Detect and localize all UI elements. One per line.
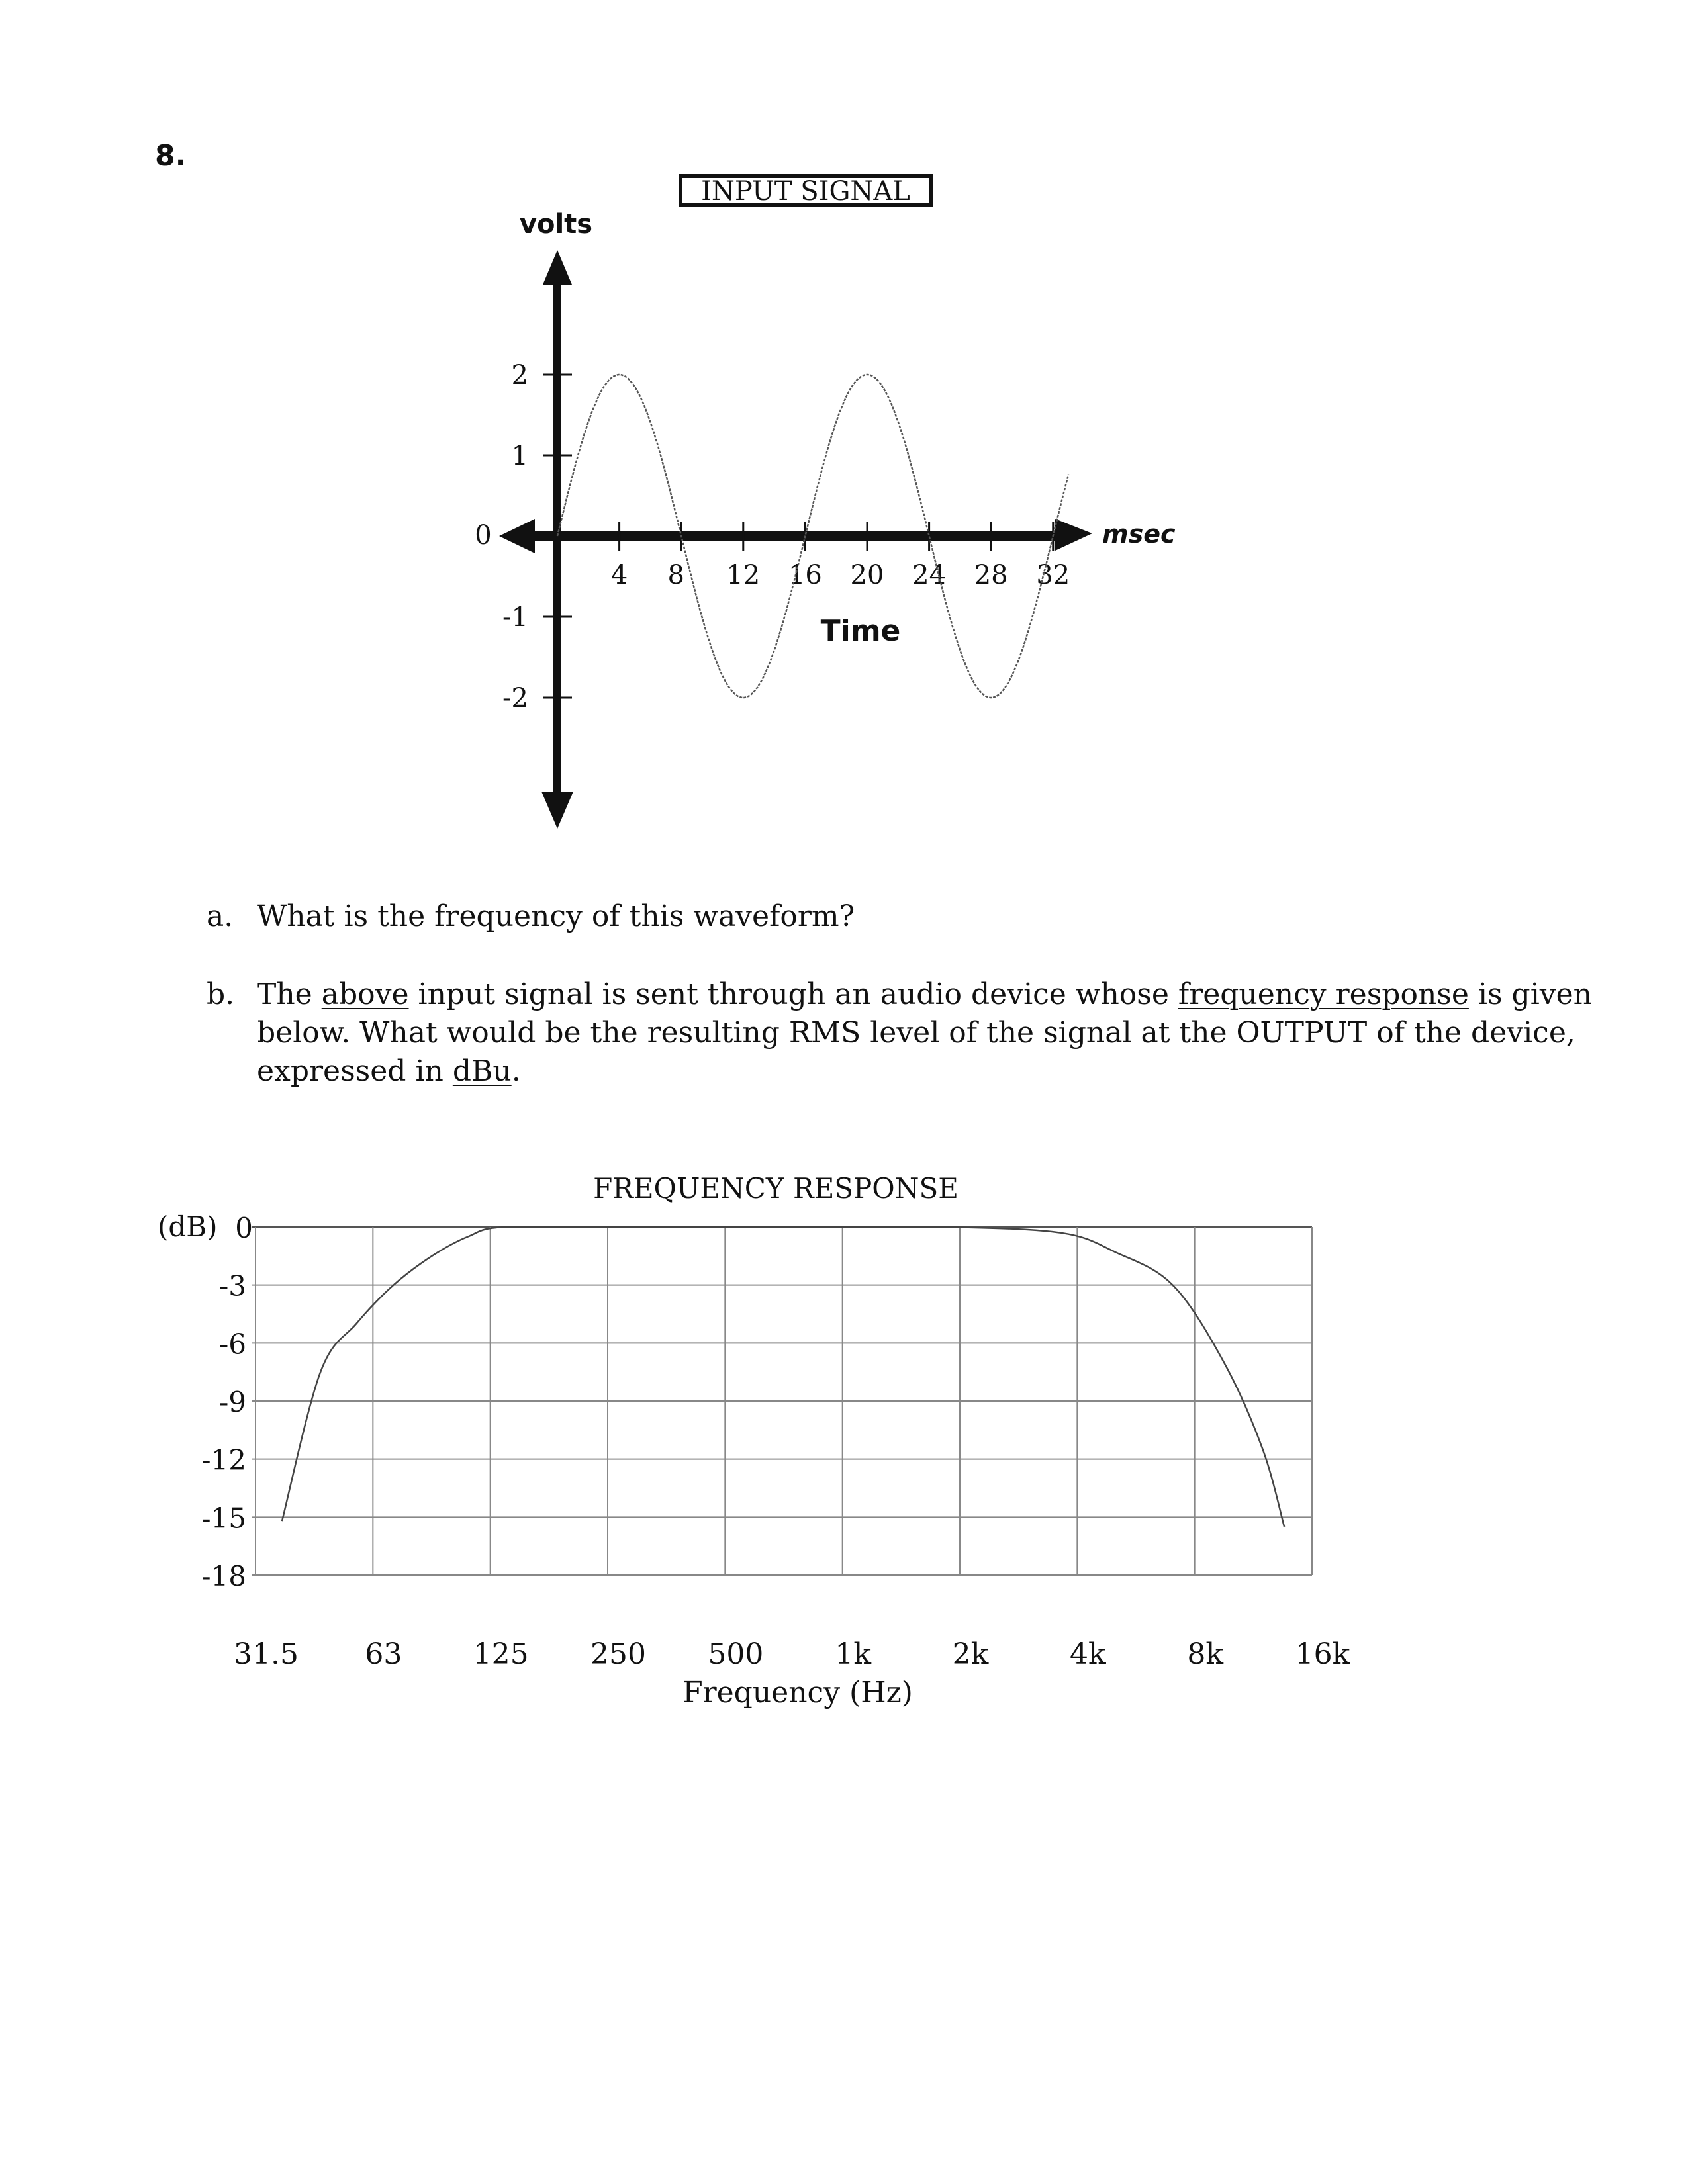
question-number: 8. [155, 139, 187, 173]
x-tick-label-16: 16 [788, 560, 822, 590]
y-tick-label-0: 0 [235, 1212, 253, 1244]
y-tick-label--3: -3 [219, 1269, 246, 1302]
y-tick-label--2: -2 [502, 683, 528, 713]
y-tick-label--15: -15 [201, 1502, 246, 1535]
x-tick-label-63: 63 [365, 1637, 402, 1671]
underlined-frequency-response: frequency response [1178, 978, 1469, 1011]
x-tick-label-20: 20 [850, 560, 884, 590]
question-b-line-3-start: expressed in [257, 1054, 453, 1088]
x-tick-label-32: 32 [1036, 560, 1070, 590]
question-b-line-1-middle: input signal is sent through an audio device whose [408, 978, 1178, 1011]
x-tick-label-24: 24 [912, 560, 947, 590]
x-axis-label-frequency: Frequency (Hz) [682, 1676, 913, 1709]
y-axis-label-volts: volts [519, 209, 593, 240]
question-b-line-2: below. What would be the resulting RMS level of the signal at the OUTPUT of the device, [257, 1016, 1575, 1050]
x-axis-unit-msec: msec [1102, 520, 1176, 549]
x-tick-label-500: 500 [708, 1637, 764, 1671]
x-tick-label-2k: 2k [952, 1637, 989, 1671]
question-b-line-1-start: The [257, 978, 322, 1011]
x-axis-label-time: Time [820, 614, 901, 648]
input-signal-title: INPUT SIGNAL [701, 176, 910, 206]
y-tick-label-2: 2 [511, 360, 528, 390]
question-b-line-3-end: . [511, 1054, 521, 1088]
frequency-response-title: FREQUENCY RESPONSE [593, 1172, 959, 1205]
question-b-line-1-end: is given [1468, 978, 1593, 1011]
x-tick-label-16k: 16k [1295, 1637, 1350, 1671]
x-tick-label-31.5: 31.5 [234, 1637, 299, 1671]
x-tick-label-1k: 1k [835, 1637, 871, 1671]
x-tick-label-250: 250 [590, 1637, 646, 1671]
question-b-marker: b. [207, 978, 235, 1011]
x-tick-label-125: 125 [473, 1637, 529, 1671]
x-tick-label-4: 4 [610, 560, 628, 590]
y-axis-unit-db: (dB) [158, 1210, 218, 1243]
question-a-marker: a. [207, 899, 234, 933]
question-a-text: What is the frequency of this waveform? [257, 899, 855, 933]
origin-label: 0 [475, 520, 492, 551]
x-tick-label-8: 8 [667, 560, 684, 590]
y-tick-label--1: -1 [502, 602, 528, 633]
underlined-above: above [321, 978, 409, 1011]
frequency-response-curve [282, 1227, 1284, 1527]
x-tick-label-28: 28 [974, 560, 1008, 590]
x-tick-label-8k: 8k [1187, 1637, 1223, 1671]
y-tick-label-1: 1 [511, 441, 528, 471]
y-tick-label--12: -12 [201, 1443, 246, 1477]
underlined-dbu: dBu [452, 1054, 512, 1088]
y-tick-label--18: -18 [201, 1560, 246, 1592]
x-tick-label-4k: 4k [1070, 1637, 1106, 1671]
y-tick-label--9: -9 [219, 1386, 246, 1418]
y-tick-label--6: -6 [219, 1328, 246, 1361]
x-tick-label-12: 12 [726, 560, 761, 590]
